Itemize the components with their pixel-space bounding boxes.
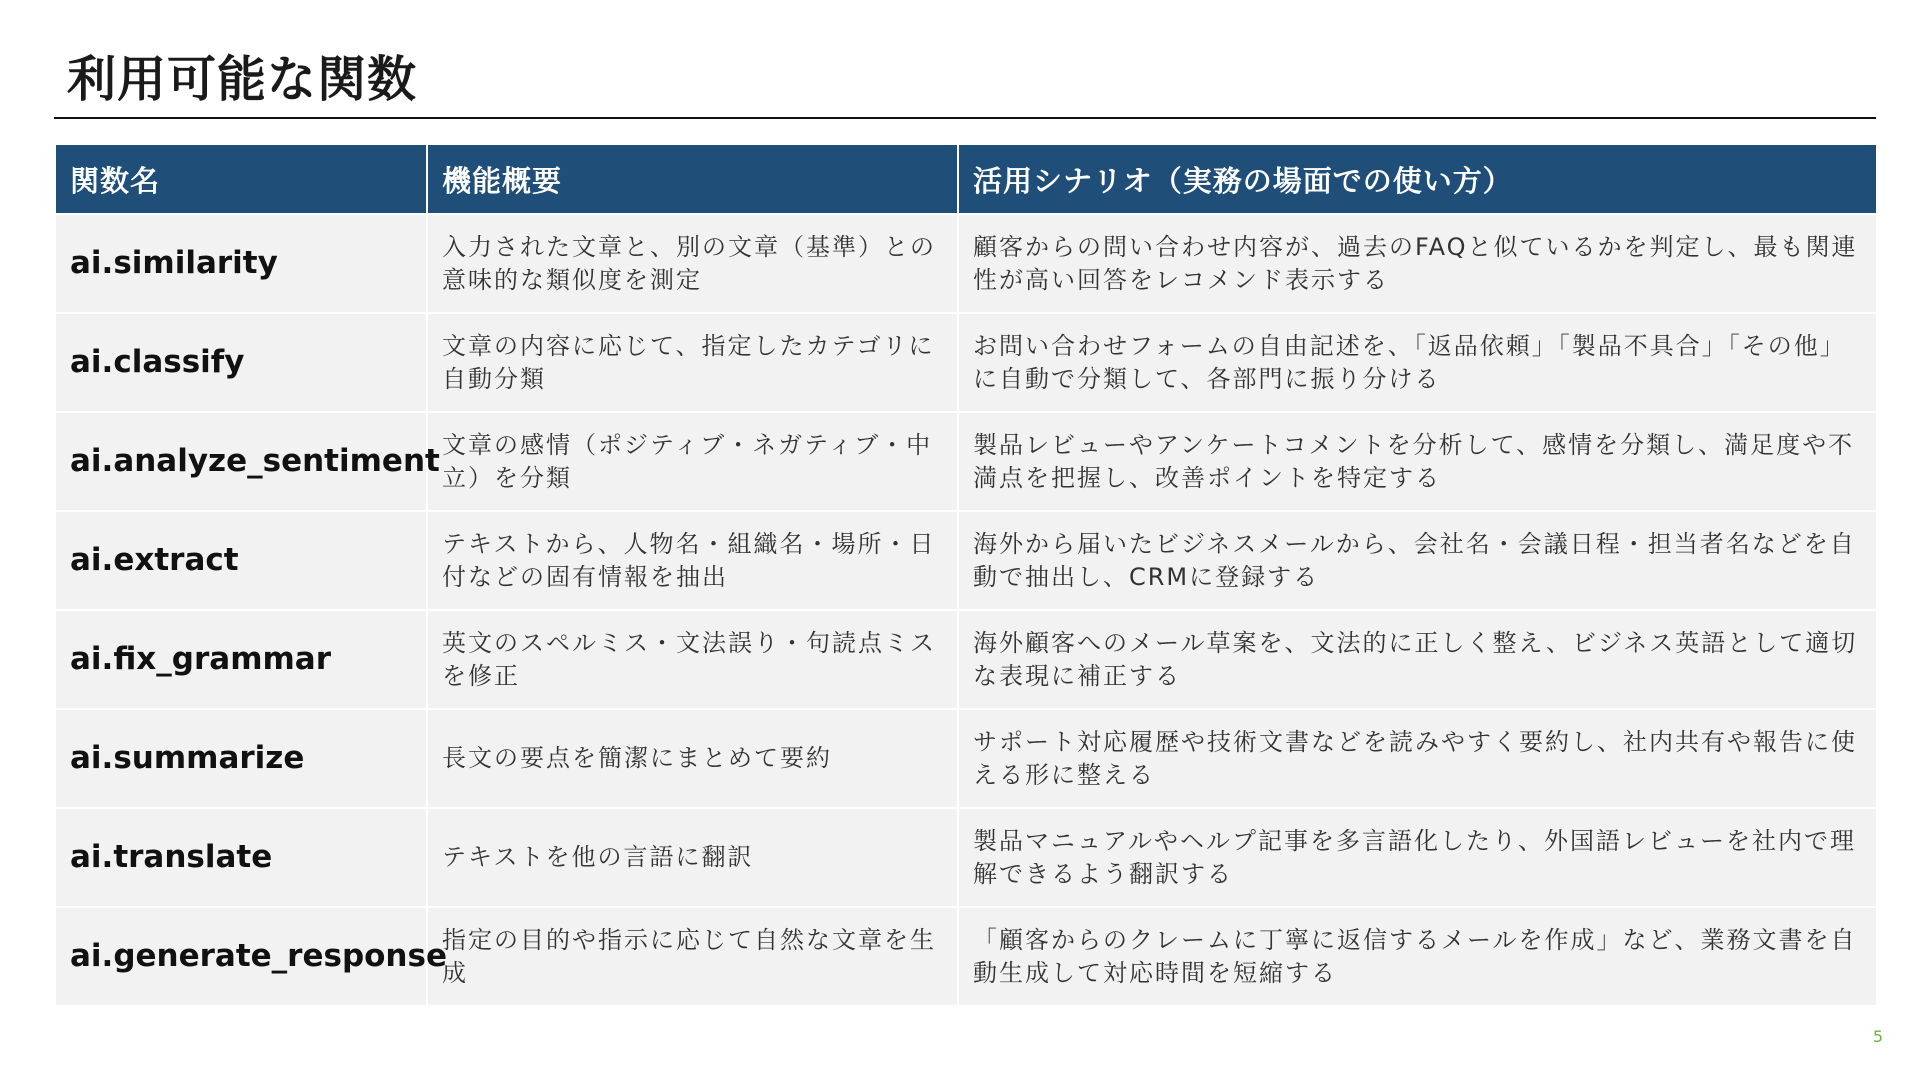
header-function-summary: 機能概要 (427, 144, 958, 214)
usage-scenario-cell: サポート対応履歴や技術文書などを読みやすく要約し、社内共有や報告に使える形に整える (958, 709, 1877, 808)
function-name-cell: ai.fix_grammar (55, 610, 427, 709)
function-summary-cell: 文章の内容に応じて、指定したカテゴリに自動分類 (427, 313, 958, 412)
usage-scenario-cell: 顧客からの問い合わせ内容が、過去のFAQと似ているかを判定し、最も関連性が高い回答をレコメンド表示する (958, 214, 1877, 313)
usage-scenario-cell: 「顧客からのクレームに丁寧に返信するメールを作成」など、業務文書を自動生成して対応時間を短縮する (958, 907, 1877, 1006)
header-function-name: 関数名 (55, 144, 427, 214)
usage-scenario-cell: お問い合わせフォームの自由記述を、「返品依頼」「製品不具合」「その他」に自動で分類して、各部門に振り分ける (958, 313, 1877, 412)
table-row (55, 907, 1877, 1006)
usage-scenario-cell: 製品マニュアルやヘルプ記事を多言語化したり、外国語レビューを社内で理解できるよう翻訳する (958, 808, 1877, 907)
title-divider (54, 117, 1876, 119)
slide-title: 利用可能な関数 (67, 51, 418, 108)
function-name-cell: ai.classify (55, 313, 427, 412)
function-name-cell: ai.similarity (55, 214, 427, 313)
function-summary-cell: 文章の感情（ポジティブ・ネガティブ・中立）を分類 (427, 412, 958, 511)
function-summary-cell: 英文のスペルミス・文法誤り・句読点ミスを修正 (427, 610, 958, 709)
usage-scenario-cell: 海外顧客へのメール草案を、文法的に正しく整え、ビジネス英語として適切な表現に補正する (958, 610, 1877, 709)
function-name-cell: ai.summarize (55, 709, 427, 808)
function-name-cell: ai.generate_response (55, 907, 427, 1006)
table-row (55, 610, 1877, 709)
table-row (55, 709, 1877, 808)
function-summary-cell: 指定の目的や指示に応じて自然な文章を生成 (427, 907, 958, 1006)
page-number: 5 (1872, 1027, 1883, 1046)
table-row (55, 511, 1877, 610)
table-header-row (55, 144, 1877, 214)
function-name-cell: ai.translate (55, 808, 427, 907)
functions-table (54, 143, 1878, 1007)
table-row (55, 808, 1877, 907)
table-row (55, 412, 1877, 511)
usage-scenario-cell: 海外から届いたビジネスメールから、会社名・会議日程・担当者名などを自動で抽出し、CRMに登録する (958, 511, 1877, 610)
table-row (55, 313, 1877, 412)
function-name-cell: ai.extract (55, 511, 427, 610)
table-row (55, 214, 1877, 313)
function-summary-cell: テキストから、人物名・組織名・場所・日付などの固有情報を抽出 (427, 511, 958, 610)
usage-scenario-cell: 製品レビューやアンケートコメントを分析して、感情を分類し、満足度や不満点を把握し、改善ポイントを特定する (958, 412, 1877, 511)
function-summary-cell: 入力された文章と、別の文章（基準）との意味的な類似度を測定 (427, 214, 958, 313)
function-summary-cell: 長文の要点を簡潔にまとめて要約 (427, 709, 958, 808)
header-usage-scenario: 活用シナリオ（実務の場面での使い方） (958, 144, 1877, 214)
function-name-cell: ai.analyze_sentiment (55, 412, 427, 511)
function-summary-cell: テキストを他の言語に翻訳 (427, 808, 958, 907)
